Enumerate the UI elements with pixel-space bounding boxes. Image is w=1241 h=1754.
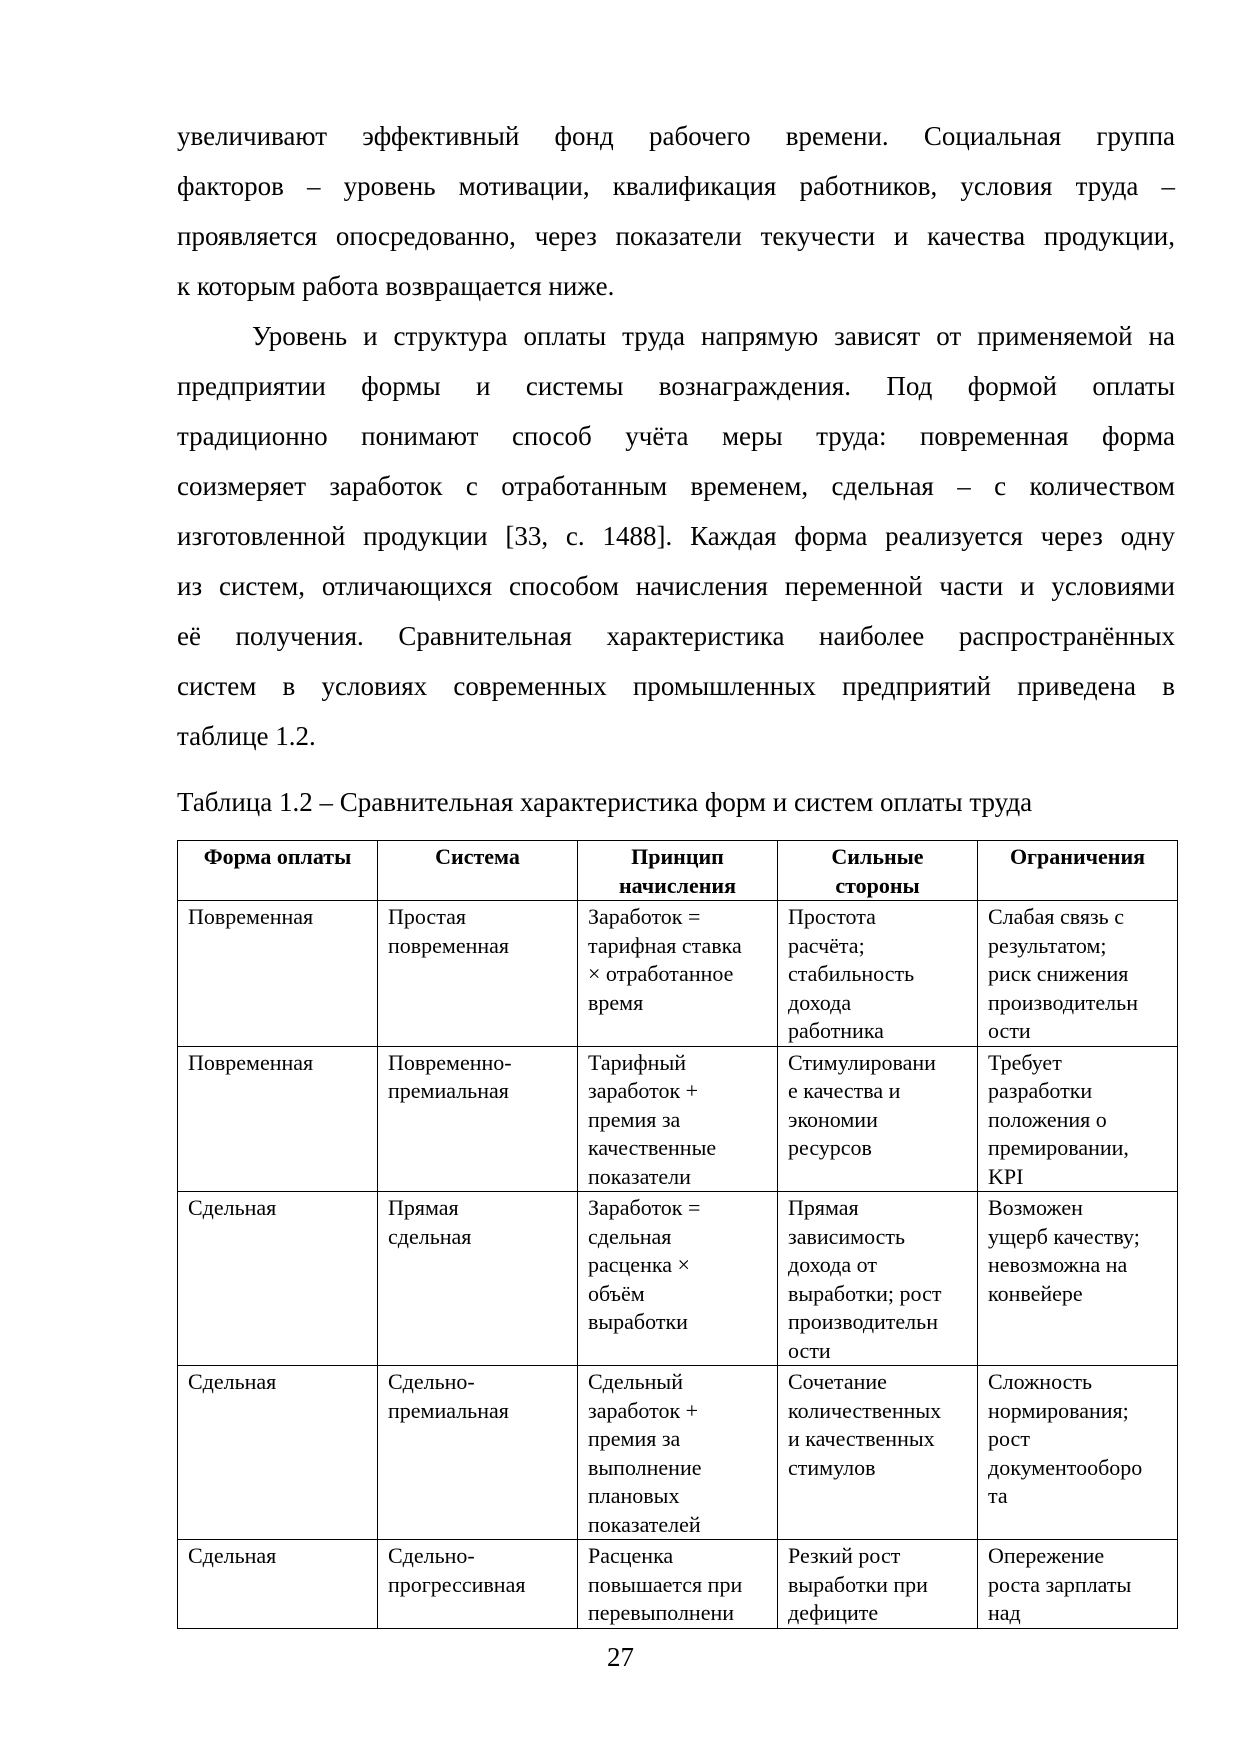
cell-text: сдельная (388, 1223, 472, 1249)
cell-text: конвейере (988, 1280, 1083, 1306)
table-row (178, 1192, 1178, 1366)
table-row (178, 1366, 1178, 1540)
cell-text: Требует (988, 1049, 1062, 1075)
cell-text: Простота (788, 904, 876, 929)
table-cell (978, 1540, 1178, 1629)
cell-text: премиальная (388, 1078, 509, 1103)
text-line: традиционно понимают способ учёта меры труда: повременная форма (177, 421, 1175, 451)
cell-text: Сложность (988, 1369, 1093, 1394)
cell-text: Простая (388, 904, 466, 929)
table-cell (578, 1046, 778, 1192)
header-text: Принцип (631, 844, 724, 869)
cell-text: положения о (988, 1106, 1107, 1132)
cell-text: Расценка (588, 1543, 674, 1568)
cell-text: Повременная (188, 1049, 314, 1075)
cell-text: та (988, 1483, 1008, 1508)
header-cell (578, 841, 778, 901)
cell-text: повременная (388, 932, 510, 958)
cell-text: Опережение (988, 1543, 1105, 1568)
cell-text: результатом; (988, 932, 1107, 958)
cell-text: Слабая связь с (988, 904, 1124, 929)
table-cell (978, 1192, 1178, 1366)
cell-text: выработки при (788, 1571, 928, 1597)
cell-text: риск снижения (988, 961, 1129, 986)
cell-text: Возможен (988, 1195, 1083, 1220)
table-cell (378, 1192, 578, 1366)
cell-text: ресурсов (788, 1135, 872, 1160)
cell-text: экономии (788, 1106, 878, 1132)
text-line: из систем, отличающихся способом начисления переменной части и условиями (177, 571, 1175, 601)
table-cell (578, 1192, 778, 1366)
cell-text: рост (988, 1426, 1030, 1451)
cell-text: над (988, 1600, 1021, 1625)
cell-text: Повременно- (388, 1049, 512, 1075)
cell-text: и качественных (788, 1426, 935, 1451)
cell-text: расчёта; (788, 932, 865, 958)
cell-text: невозможна на (988, 1252, 1128, 1277)
cell-text: роста зарплаты (988, 1571, 1132, 1597)
header-text: Система (435, 844, 520, 869)
cell-text: стабильность (788, 961, 915, 986)
table-cell (778, 1192, 978, 1366)
cell-text: работника (788, 1018, 884, 1043)
header-text: начисления (618, 872, 736, 898)
header-cell (178, 841, 378, 901)
cell-text: заработок + (588, 1078, 699, 1103)
text-line: её получения. Сравнительная характеристика наиболее распространённых (177, 621, 1175, 651)
table-cell (378, 1046, 578, 1192)
cell-text: Прямая (388, 1195, 459, 1220)
table-cell (778, 1366, 978, 1540)
table-row (178, 901, 1178, 1047)
cell-text: объём (588, 1280, 645, 1306)
cell-text: заработок + (588, 1397, 699, 1423)
table-row (178, 1540, 1178, 1629)
text-line: к которым работа возвращается ниже. (177, 271, 615, 301)
table-cell (178, 1046, 378, 1192)
cell-text: показателей (588, 1511, 701, 1537)
cell-text: производительн (788, 1309, 938, 1334)
text-line: предприятии формы и системы вознаграждения. Под формой оплаты (177, 371, 1175, 401)
table-cell (578, 1366, 778, 1540)
cell-text: ущерб качеству; (988, 1223, 1140, 1249)
cell-text: Сдельная (188, 1195, 277, 1220)
cell-text: Сдельная (188, 1369, 277, 1394)
cell-text: Сдельно- (388, 1543, 475, 1568)
table-cell (778, 1046, 978, 1192)
header-text: стороны (835, 872, 920, 898)
table-cell (778, 901, 978, 1047)
cell-text: производительн (988, 989, 1138, 1015)
cell-text: время (588, 989, 644, 1015)
page-number: 27 (607, 1642, 634, 1672)
cell-text: дефиците (788, 1600, 879, 1625)
text-line-indented: Уровень и структура оплаты труда напрямую зависят от применяемой на (252, 321, 1175, 351)
cell-text: ости (988, 1018, 1031, 1043)
cell-text: перевыполнени (588, 1600, 735, 1625)
cell-text: Сдельно- (388, 1369, 475, 1394)
comparison-table (177, 840, 1178, 1629)
cell-text: разработки (988, 1078, 1093, 1103)
cell-text: × отработанное (588, 961, 734, 986)
cell-text: сдельная (588, 1223, 672, 1249)
table-caption: Таблица 1.2 – Сравнительная характеристика форм и систем оплаты труда (177, 787, 1033, 817)
cell-text: прогрессивная (388, 1571, 526, 1597)
header-text: Форма оплаты (203, 844, 352, 869)
cell-text: Заработок = (588, 1195, 701, 1220)
cell-text: Сочетание (788, 1369, 887, 1394)
cell-text: плановых (588, 1483, 680, 1508)
cell-text: зависимость (788, 1223, 906, 1249)
text-line: таблице 1.2. (177, 721, 316, 751)
table-cell (378, 901, 578, 1047)
cell-text: количественных (788, 1397, 942, 1423)
cell-text: Повременная (188, 904, 314, 929)
cell-text: премия за (588, 1426, 681, 1451)
table-cell (978, 1366, 1178, 1540)
cell-text: Стимулировани (788, 1049, 936, 1075)
cell-text: нормирования; (988, 1397, 1129, 1423)
cell-text: расценка × (588, 1252, 690, 1277)
table-cell (178, 1192, 378, 1366)
text-line: факторов – уровень мотивации, квалификация работников, условия труда – (177, 171, 1175, 201)
header-cell (978, 841, 1178, 901)
cell-text: выполнение (588, 1454, 702, 1480)
cell-text: повышается при (588, 1571, 743, 1597)
table-cell (378, 1540, 578, 1629)
cell-text: Заработок = (588, 904, 701, 929)
cell-text: премия за (588, 1106, 681, 1132)
text-line: соизмеряет заработок с отработанным временем, сдельная – с количеством (177, 471, 1175, 501)
cell-text: Прямая (788, 1195, 859, 1220)
cell-text: выработки; рост (788, 1280, 942, 1306)
table-cell (778, 1540, 978, 1629)
cell-text: премировании, (988, 1135, 1129, 1160)
cell-text: премиальная (388, 1397, 509, 1423)
cell-text: Сдельный (588, 1369, 683, 1394)
text-line: систем в условиях современных промышленных предприятий приведена в (177, 671, 1175, 701)
table-cell (178, 1366, 378, 1540)
table-header-row (178, 841, 1178, 901)
table-row (178, 1046, 1178, 1192)
header-cell (778, 841, 978, 901)
text-line: проявляется опосредованно, через показатели текучести и качества продукции, (177, 221, 1175, 251)
table-cell (578, 1540, 778, 1629)
cell-text: Сдельная (188, 1543, 277, 1568)
table-cell (178, 901, 378, 1047)
text-line: увеличивают эффективный фонд рабочего времени. Социальная группа (177, 121, 1175, 151)
text-line: изготовленной продукции [33, с. 1488]. Каждая форма реализуется через одну (177, 521, 1175, 551)
table-cell (178, 1540, 378, 1629)
cell-text: Резкий рост (788, 1543, 901, 1568)
cell-text: KPI (988, 1163, 1024, 1189)
cell-text: дохода (788, 989, 852, 1015)
header-text: Ограничения (1009, 844, 1146, 869)
cell-text: документооборо (988, 1454, 1143, 1480)
cell-text: стимулов (788, 1454, 876, 1480)
cell-text: Тарифный (588, 1049, 687, 1075)
cell-text: тарифная ставка (588, 932, 742, 958)
header-text: Сильные (831, 844, 924, 869)
table-cell (978, 1046, 1178, 1192)
cell-text: е качества и (788, 1078, 901, 1103)
cell-text: ости (788, 1337, 831, 1363)
table-cell (978, 901, 1178, 1047)
table-cell (378, 1366, 578, 1540)
cell-text: дохода от (788, 1252, 877, 1277)
table-cell (578, 901, 778, 1047)
cell-text: качественные (588, 1135, 717, 1160)
header-cell (378, 841, 578, 901)
cell-text: выработки (588, 1309, 688, 1334)
cell-text: показатели (588, 1163, 691, 1189)
